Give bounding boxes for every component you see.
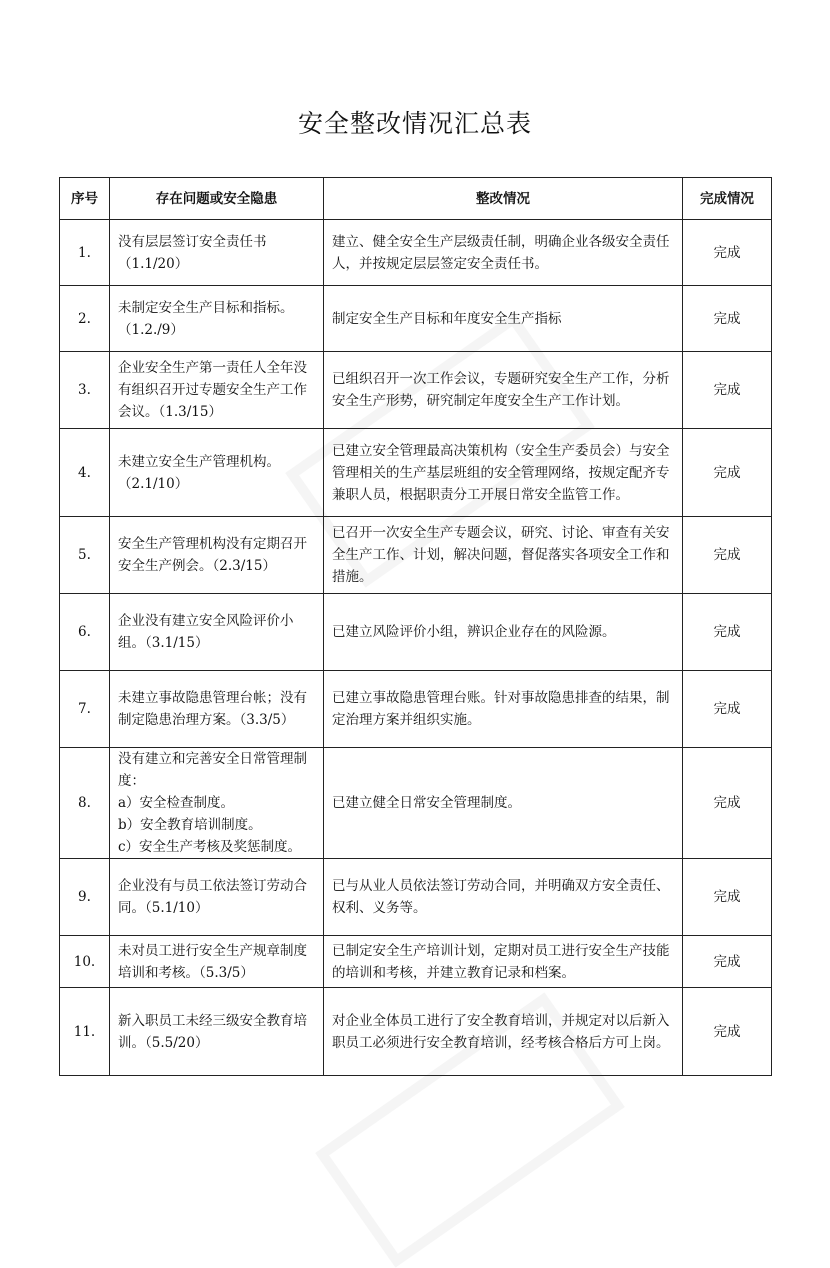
table-row bbox=[60, 352, 772, 429]
row-fix: 已建立事故隐患管理台账。针对事故隐患排查的结果，制定治理方案并组织实施。 bbox=[324, 671, 683, 748]
issue-line: 没有层层签订安全责任书 bbox=[118, 233, 267, 250]
issue-line: a）安全检查制度。 bbox=[118, 795, 235, 811]
row-issue bbox=[110, 429, 324, 517]
issue-line: （1.2./9） bbox=[118, 321, 184, 338]
row-fix: 已建立安全管理最高决策机构（安全生产委员会）与安全管理相关的生产基层班组的安全管理网络，按规定配齐专兼职人员，根据职责分工开展日常安全监管工作。 bbox=[324, 429, 683, 517]
issue-line: 安全生产管理机构没有定期召开安全生产例会。（2.3/15） bbox=[118, 536, 307, 574]
row-issue bbox=[110, 594, 324, 671]
row-status: 完成 bbox=[683, 594, 772, 671]
issue-line: （2.1/10） bbox=[118, 475, 189, 492]
row-seq: 3. bbox=[60, 352, 110, 429]
issue-line: 未建立事故隐患管理台帐；没有制定隐患治理方案。（3.3/5） bbox=[118, 690, 307, 728]
row-issue bbox=[110, 517, 324, 594]
row-seq: 5. bbox=[60, 517, 110, 594]
page-title: 安全整改情况汇总表 bbox=[297, 109, 532, 138]
row-fix: 已组织召开一次工作会议，专题研究安全生产工作，分析安全生产形势，研究制定年度安全生产工作计划。 bbox=[324, 352, 683, 429]
issue-line: c）安全生产考核及奖惩制度。 bbox=[118, 839, 302, 855]
row-seq: 6. bbox=[60, 594, 110, 671]
row-fix: 已建立健全日常安全管理制度。 bbox=[324, 748, 683, 859]
header-fix: 整改情况 bbox=[324, 178, 683, 220]
issue-line: 企业没有与员工依法签订劳动合同。（5.1/10） bbox=[118, 878, 307, 916]
row-seq: 10. bbox=[60, 936, 110, 988]
issue-line: 未制定安全生产目标和指标。 bbox=[118, 299, 294, 316]
row-fix: 已召开一次安全生产专题会议，研究、讨论、审查有关安全生产工作、计划，解决问题，督促落实各项安全工作和措施。 bbox=[324, 517, 683, 594]
row-status: 完成 bbox=[683, 352, 772, 429]
row-seq: 1. bbox=[60, 220, 110, 286]
table-row bbox=[60, 286, 772, 352]
row-status: 完成 bbox=[683, 748, 772, 859]
table-row bbox=[60, 748, 772, 859]
row-seq: 11. bbox=[60, 988, 110, 1076]
row-fix: 建立、健全安全生产层级责任制，明确企业各级安全责任人，并按规定层层签定安全责任书。 bbox=[324, 220, 683, 286]
table-row bbox=[60, 220, 772, 286]
row-status: 完成 bbox=[683, 286, 772, 352]
table-row bbox=[60, 859, 772, 936]
row-issue bbox=[110, 286, 324, 352]
table-body bbox=[60, 220, 772, 1076]
issue-line: 企业没有建立安全风险评价小组。（3.1/15） bbox=[118, 613, 294, 651]
table-row bbox=[60, 671, 772, 748]
row-issue bbox=[110, 352, 324, 429]
row-status: 完成 bbox=[683, 220, 772, 286]
row-issue bbox=[110, 220, 324, 286]
row-seq: 8. bbox=[60, 748, 110, 859]
issue-line: 企业安全生产第一责任人全年没有组织召开过专题安全生产工作会议。（1.3/15） bbox=[118, 360, 307, 420]
row-status: 完成 bbox=[683, 429, 772, 517]
rectification-table bbox=[59, 177, 772, 1076]
header-issue: 存在问题或安全隐患 bbox=[110, 178, 324, 220]
row-issue bbox=[110, 671, 324, 748]
row-status: 完成 bbox=[683, 671, 772, 748]
table-row bbox=[60, 936, 772, 988]
table-header-row bbox=[60, 178, 772, 220]
row-issue bbox=[110, 936, 324, 988]
row-issue bbox=[110, 988, 324, 1076]
row-fix: 制定安全生产目标和年度安全生产指标 bbox=[324, 286, 683, 352]
issue-line: 未建立安全生产管理机构。 bbox=[118, 453, 280, 470]
row-issue bbox=[110, 859, 324, 936]
issue-line: 新入职员工未经三级安全教育培训。（5.5/20） bbox=[118, 1012, 307, 1051]
row-status: 完成 bbox=[683, 988, 772, 1076]
table-row bbox=[60, 594, 772, 671]
row-status: 完成 bbox=[683, 517, 772, 594]
header-seq: 序号 bbox=[60, 178, 110, 220]
table-row bbox=[60, 429, 772, 517]
table-row bbox=[60, 988, 772, 1076]
header-status: 完成情况 bbox=[683, 178, 772, 220]
row-issue bbox=[110, 748, 324, 859]
issue-line: 没有建立和完善安全日常管理制度： bbox=[118, 751, 307, 789]
row-status: 完成 bbox=[683, 936, 772, 988]
row-fix: 已制定安全生产培训计划，定期对员工进行安全生产技能的培训和考核，并建立教育记录和档案。 bbox=[324, 936, 683, 988]
row-seq: 9. bbox=[60, 859, 110, 936]
row-seq: 7. bbox=[60, 671, 110, 748]
table-row bbox=[60, 517, 772, 594]
issue-line: b）安全教育培训制度。 bbox=[118, 817, 262, 833]
row-fix: 对企业全体员工进行了安全教育培训，并规定对以后新入职员工必须进行安全教育培训，经考核合格后方可上岗。 bbox=[324, 988, 683, 1076]
issue-line: 未对员工进行安全生产规章制度培训和考核。（5.3/5） bbox=[118, 942, 307, 981]
row-fix: 已建立风险评价小组，辨识企业存在的风险源。 bbox=[324, 594, 683, 671]
row-status: 完成 bbox=[683, 859, 772, 936]
issue-line: （1.1/20） bbox=[118, 255, 189, 272]
row-fix: 已与从业人员依法签订劳动合同，并明确双方安全责任、权利、义务等。 bbox=[324, 859, 683, 936]
row-seq: 2. bbox=[60, 286, 110, 352]
row-seq: 4. bbox=[60, 429, 110, 517]
